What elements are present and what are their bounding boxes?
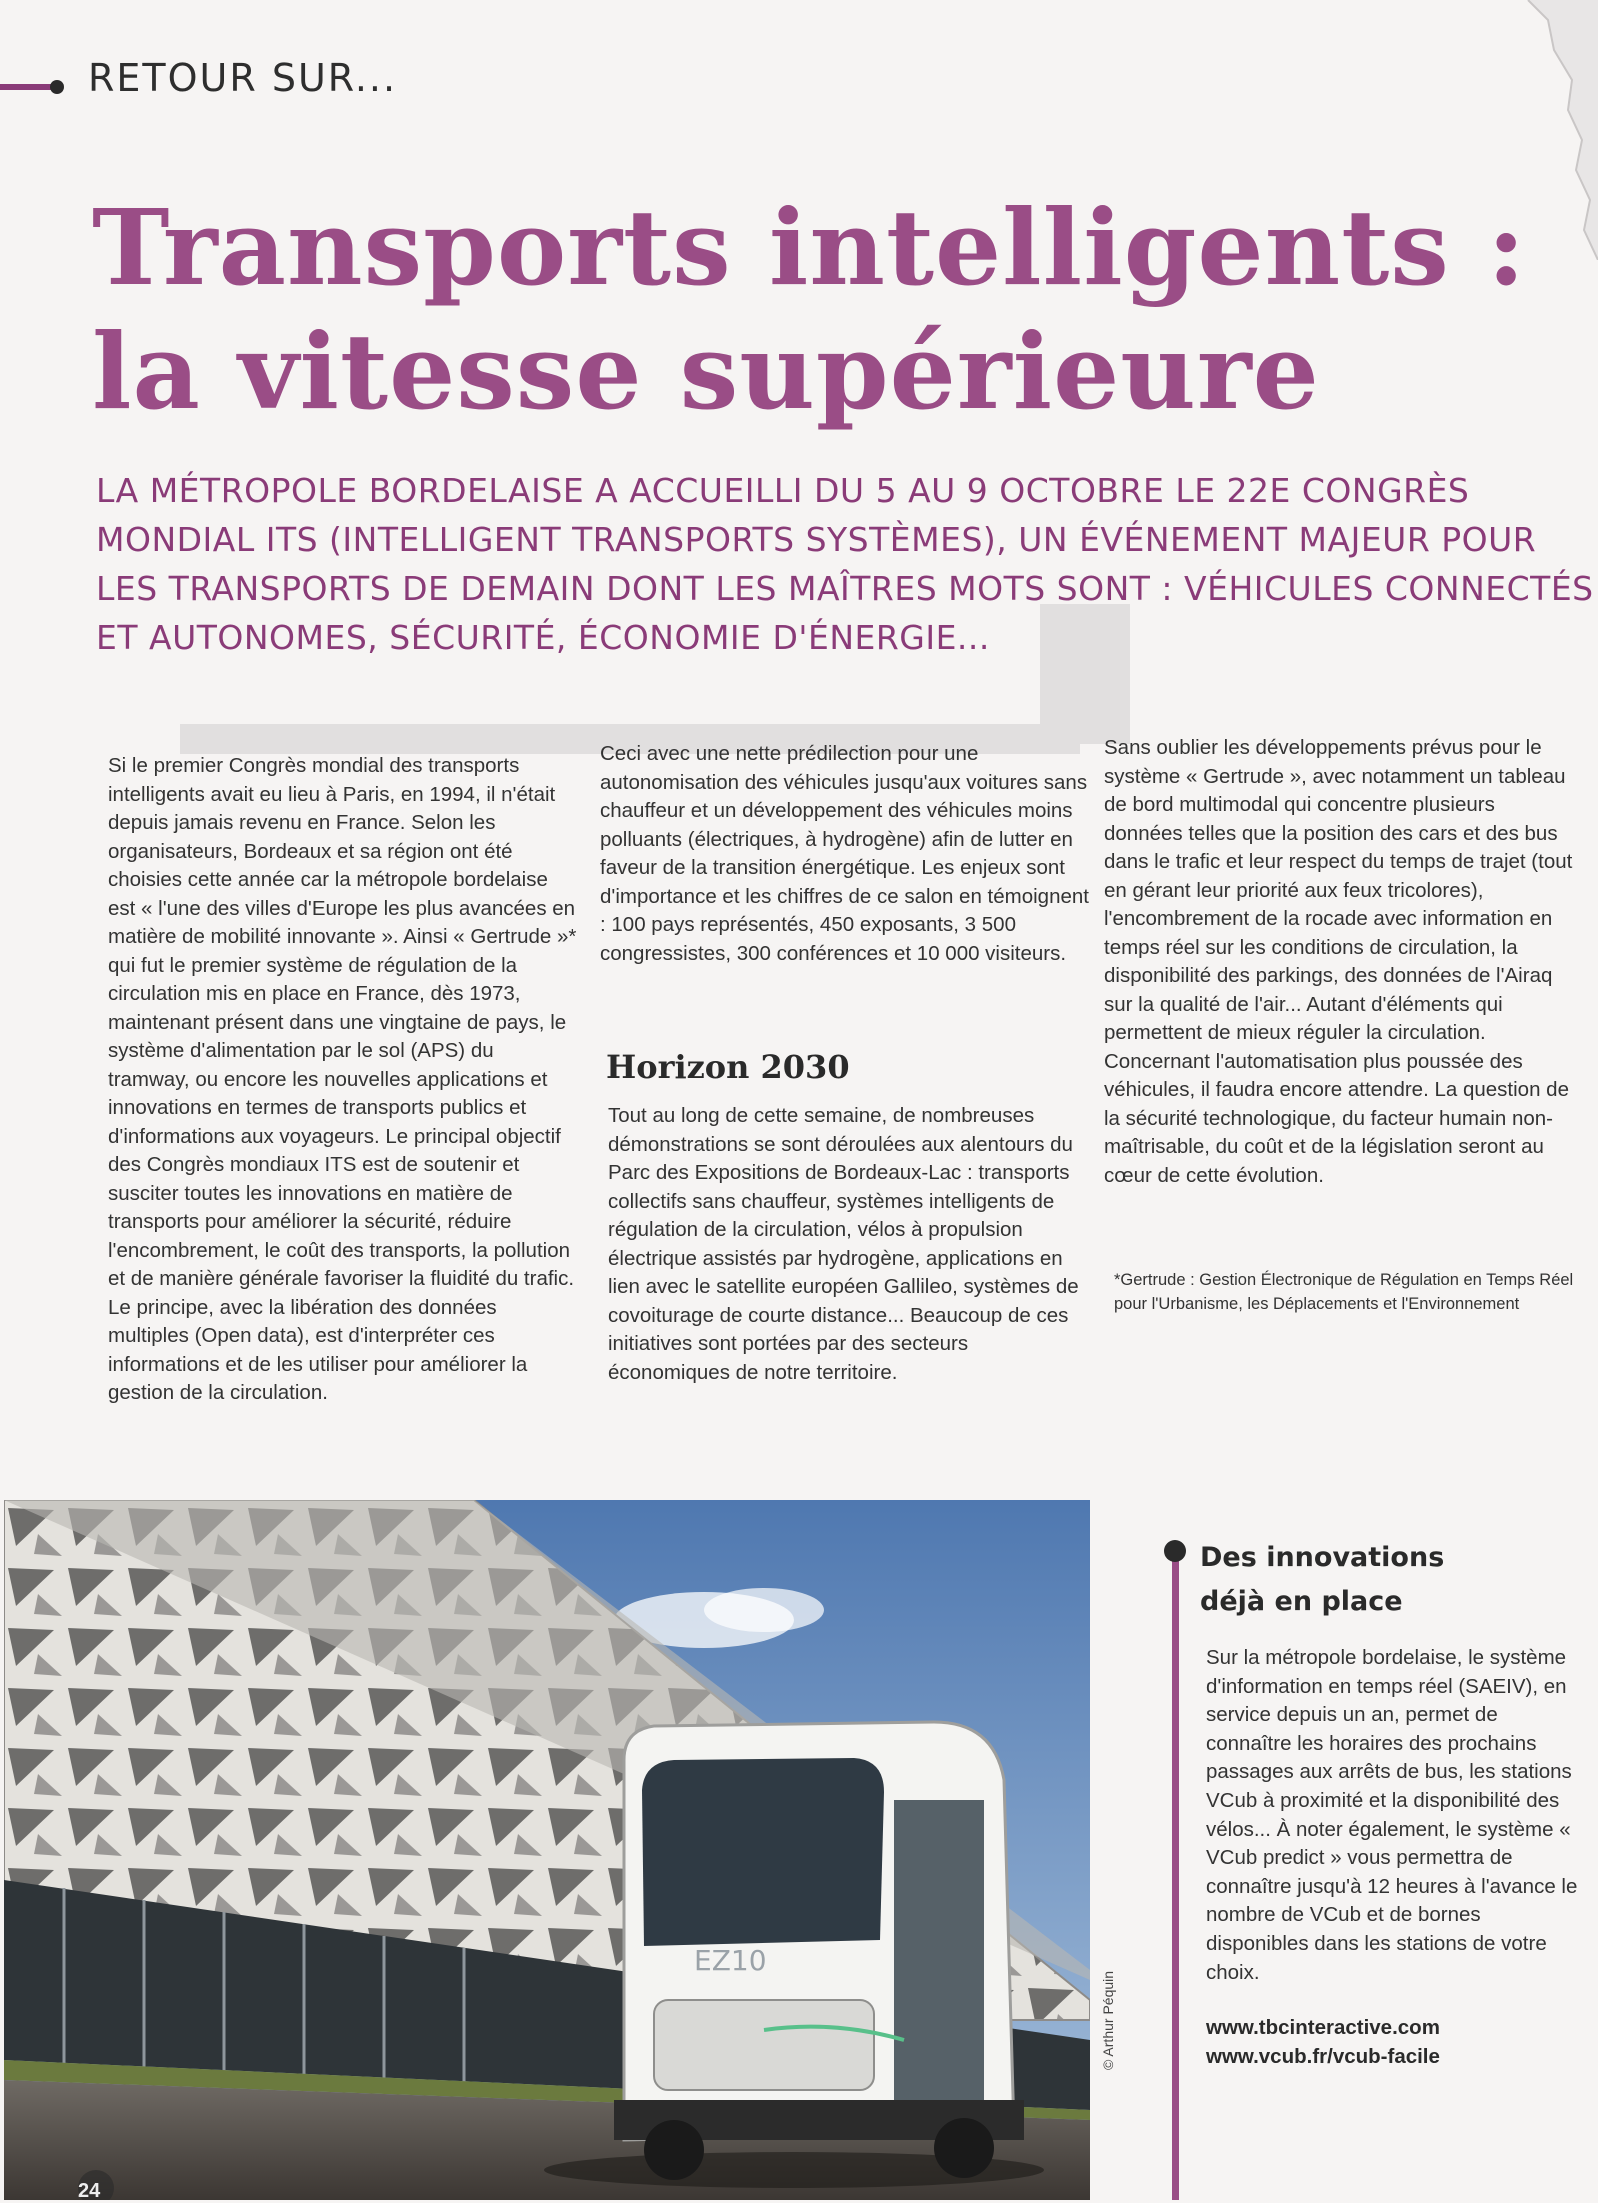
deck-intro (96, 466, 1594, 662)
section-bar (0, 84, 52, 90)
headline-line-2: la vitesse supérieure (92, 310, 1320, 433)
deck-line-3: LES TRANSPORTS DE DEMAIN DONT LES MAÎTRES MOTS SONT : VÉHICULES CONNECTÉS (96, 569, 1594, 608)
sidebar-title-line-1: Des innovations (1200, 1542, 1445, 1573)
sidebar-dot (1164, 1540, 1186, 1562)
deck-line-1: LA MÉTROPOLE BORDELAISE A ACCUEILLI DU 5 AU 9 OCTOBRE LE 22E CONGRÈS (96, 471, 1470, 510)
section-dot (50, 80, 64, 94)
sidebar-title (1200, 1536, 1580, 1624)
headline (92, 186, 1592, 434)
body-column-1 (108, 752, 578, 1408)
photo-credit: © Arthur Péquin (1100, 1970, 1116, 2070)
link-vcub[interactable]: www.vcub.fr/vcub-facile (1206, 2045, 1440, 2068)
footnote: *Gertrude : Gestion Électronique de Régulation en Temps Réel pour l'Urbanisme, les Déplacements et l'Environnement (1114, 1271, 1574, 1313)
column-2b-text: Tout au long de cette semaine, de nombreuses démonstrations se sont déroulées aux alentours du Parc des Expositions de Bordeaux-Lac : transports collectifs sans chauffeur, systèmes intelligents de régulation de la circulation, vélos à propulsion électrique assistés par hydrogène, applications en lien avec le satellite européen Gallileo, systèmes de covoiturage de courte distance... Beaucoup de ces initiatives sont portées par des secteurs économiques de notre territoire. (608, 1104, 1079, 1384)
shuttle-label: EZ10 (694, 1944, 767, 1977)
column-3b-text: Concernant l'automatisation plus poussée des véhicules, il faudra encore attendre. La question de la sécurité technologique, du facteur humain non-maîtrisable, du coût et de la législation seront au cœur de cette évolution. (1104, 1049, 1569, 1187)
sidebar-body: Sur la métropole bordelaise, le système d'information en temps réel (SAEIV), en service depuis un an, permet de connaître les horaires des prochains passages aux arrêts de bus, les stations VCub à proximité et la disponibilité des vélos... À noter également, le système « VCub predict » vous permettra de connaître jusqu'à 12 heures à l'avance le nombre de VCub et de bornes disponibles dans les stations de votre choix. (1206, 1646, 1578, 1984)
photo-illustration (4, 1500, 1090, 2200)
link-tbcinteractive[interactable]: www.tbcinteractive.com (1206, 2016, 1440, 2039)
section-label: RETOUR SUR... (88, 56, 398, 100)
photo-autonomous-shuttle (4, 1500, 1090, 2200)
column-1-text: Si le premier Congrès mondial des transports intelligents avait eu lieu à Paris, en 1994, il n'était depuis jamais revenu en France. Selon les organisateurs, Bordeaux et sa région ont été choisies cette année car la métropole bordelaise est « l'une des villes d'Europe les plus avancées en matière de mobilité innovante ». Ainsi « Gertrude »* qui fut le premier système de régulation de la circulation mis en place en France, dès 1973, maintenant présent dans une vingtaine de pays, le système d'alimentation par le sol (APS) du tramway, ou encore les nouvelles applications et innovations en termes de transports publics et d'informations aux voyageurs. Le principal objectif des Congrès mondiaux ITS est de soutenir et susciter toutes les innovations en matière de transports pour améliorer la sécurité, réduire l'encombrement, le coût des transports, la pollution et de manière générale favoriser la fluidité du trafic. Le principe, avec la libération des données multiples (Open data), est d'interpréter ces informations et de les utiliser pour améliorer la gestion de la circulation. (108, 754, 577, 1404)
sidebar-title-line-2: déjà en place (1200, 1586, 1403, 1617)
headline-line-1: Transports intelligents : (92, 186, 1527, 309)
deck-line-2: MONDIAL ITS (INTELLIGENT TRANSPORTS SYSTÈMES), UN ÉVÉNEMENT MAJEUR POUR (96, 520, 1537, 559)
body-column-2 (600, 740, 1090, 968)
column-2-text: Ceci avec une nette prédilection pour une autonomisation des véhicules jusqu'aux voitures sans chauffeur et un développement des véhicules moins polluants (électriques, à hydrogène) afin de lutter en faveur de la transition énergétique. Les enjeux sont d'importance et les chiffres de ce salon en témoignent : 100 pays représentés, 450 exposants, 3 500 congressistes, 300 conférences et 10 000 visiteurs. (600, 742, 1089, 965)
column-3a-text: Sans oublier les développements prévus pour le système « Gertrude », avec notamment un tableau de bord multimodal qui concentre plusieurs données telles que la position des cars et des bus dans le trafic et leur respect du temps de trajet (tout en gérant leur priorité aux feux tricolores), l'encombrement de la rocade avec information en temps réel sur les conditions de circulation, la disponibilité des parkings, des données de l'Airaq sur la qualité de l'air... Autant d'éléments qui permettent de mieux réguler la circulation. (1104, 736, 1573, 1044)
sidebar-links (1206, 2013, 1586, 2071)
deck-line-4: ET AUTONOMES, SÉCURITÉ, ÉCONOMIE D'ÉNERGIE... (96, 618, 990, 657)
body-column-3 (1104, 734, 1574, 1190)
sidebar-accent-rule (1172, 1556, 1179, 2200)
body-column-2-continued (608, 1102, 1088, 1387)
page-number: 24 (78, 2180, 101, 2202)
subhead-horizon: Horizon 2030 (606, 1048, 850, 1086)
